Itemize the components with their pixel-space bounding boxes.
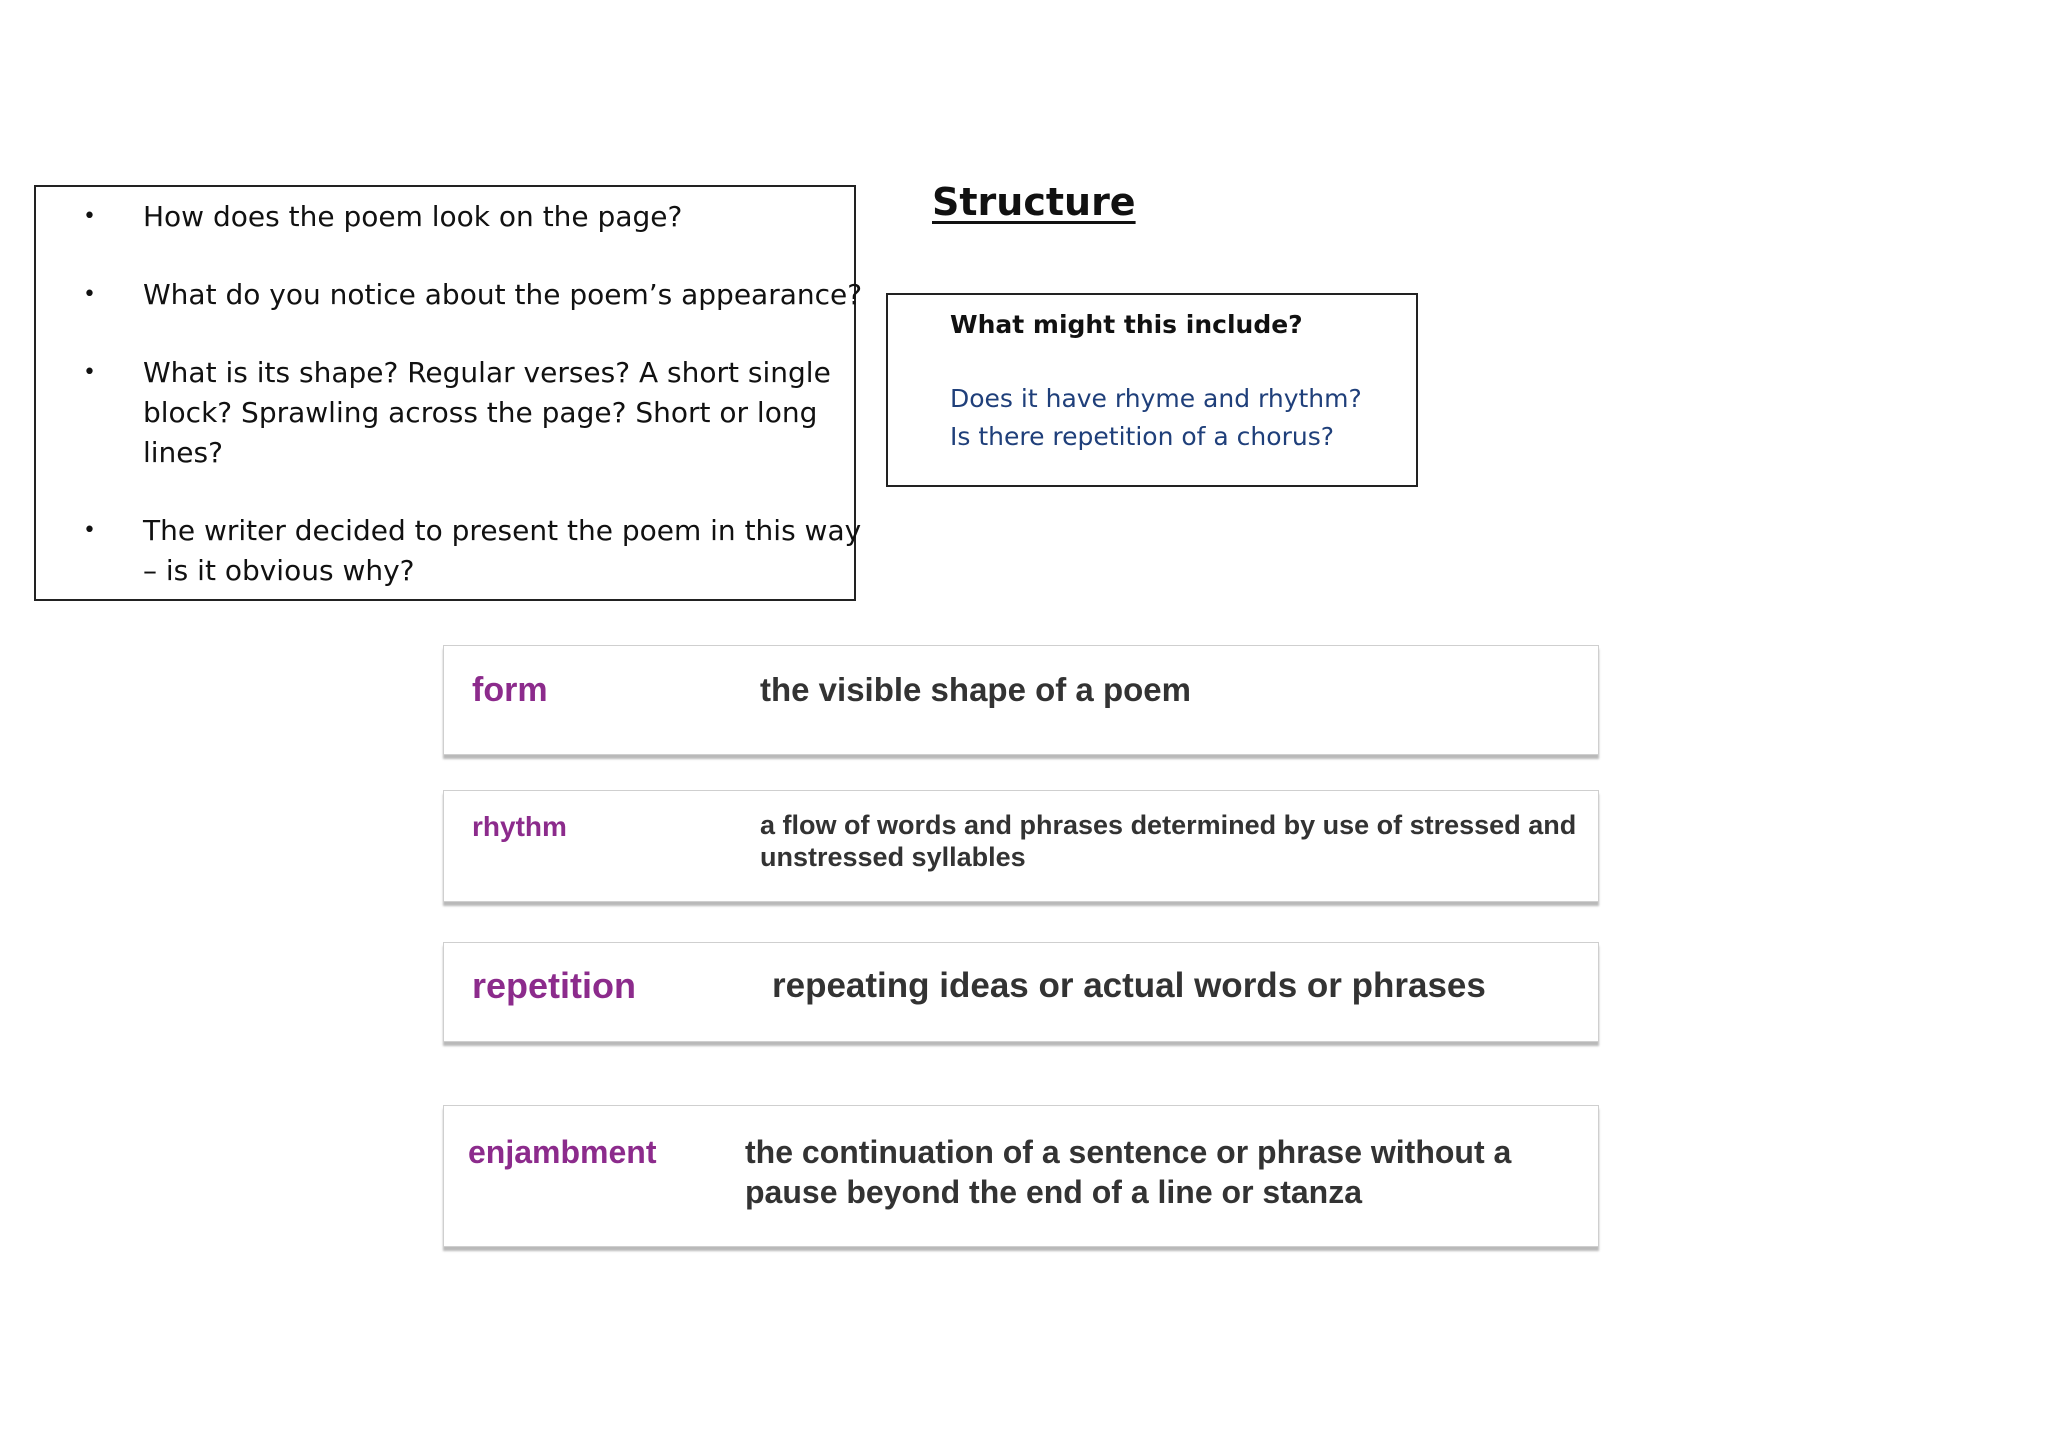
glossary-definition: repeating ideas or actual words or phrases [772, 966, 1486, 1005]
include-line: Does it have rhyme and rhythm? [950, 384, 1362, 413]
include-box [886, 293, 1418, 487]
question-item [83, 275, 873, 315]
bullet-icon: • [83, 282, 96, 307]
glossary-definition: the continuation of a sentence or phrase without a pause beyond the end of a line or stanza [745, 1134, 1512, 1210]
glossary-term: form [472, 671, 548, 709]
glossary-card-form [443, 645, 1599, 755]
question-text: The writer decided to present the poem in this way – is it obvious why? [143, 514, 862, 587]
question-item [83, 511, 873, 591]
structure-heading: Structure [932, 180, 1136, 224]
glossary-card-enjambment [443, 1105, 1599, 1247]
glossary-term: repetition [472, 965, 637, 1006]
question-text: What is its shape? Regular verses? A short single block? Sprawling across the page? Short or long lines? [143, 356, 831, 469]
question-item [83, 353, 873, 473]
question-text: How does the poem look on the page? [143, 200, 683, 233]
glossary-term: rhythm [472, 811, 567, 842]
question-item [83, 197, 873, 237]
bullet-icon: • [83, 518, 96, 543]
glossary-card-rhythm [443, 790, 1599, 902]
include-line: Is there repetition of a chorus? [950, 422, 1334, 451]
glossary-card-repetition [443, 942, 1599, 1042]
question-text: What do you notice about the poem’s appearance? [143, 278, 863, 311]
bullet-icon: • [83, 360, 96, 385]
glossary-definition: the visible shape of a poem [760, 671, 1191, 708]
questions-box [34, 185, 863, 601]
bullet-icon: • [83, 204, 96, 229]
include-title: What might this include? [950, 310, 1303, 339]
glossary-definition: a flow of words and phrases determined by use of stressed and unstressed syllables [760, 810, 1577, 872]
glossary-term: enjambment [468, 1134, 657, 1170]
